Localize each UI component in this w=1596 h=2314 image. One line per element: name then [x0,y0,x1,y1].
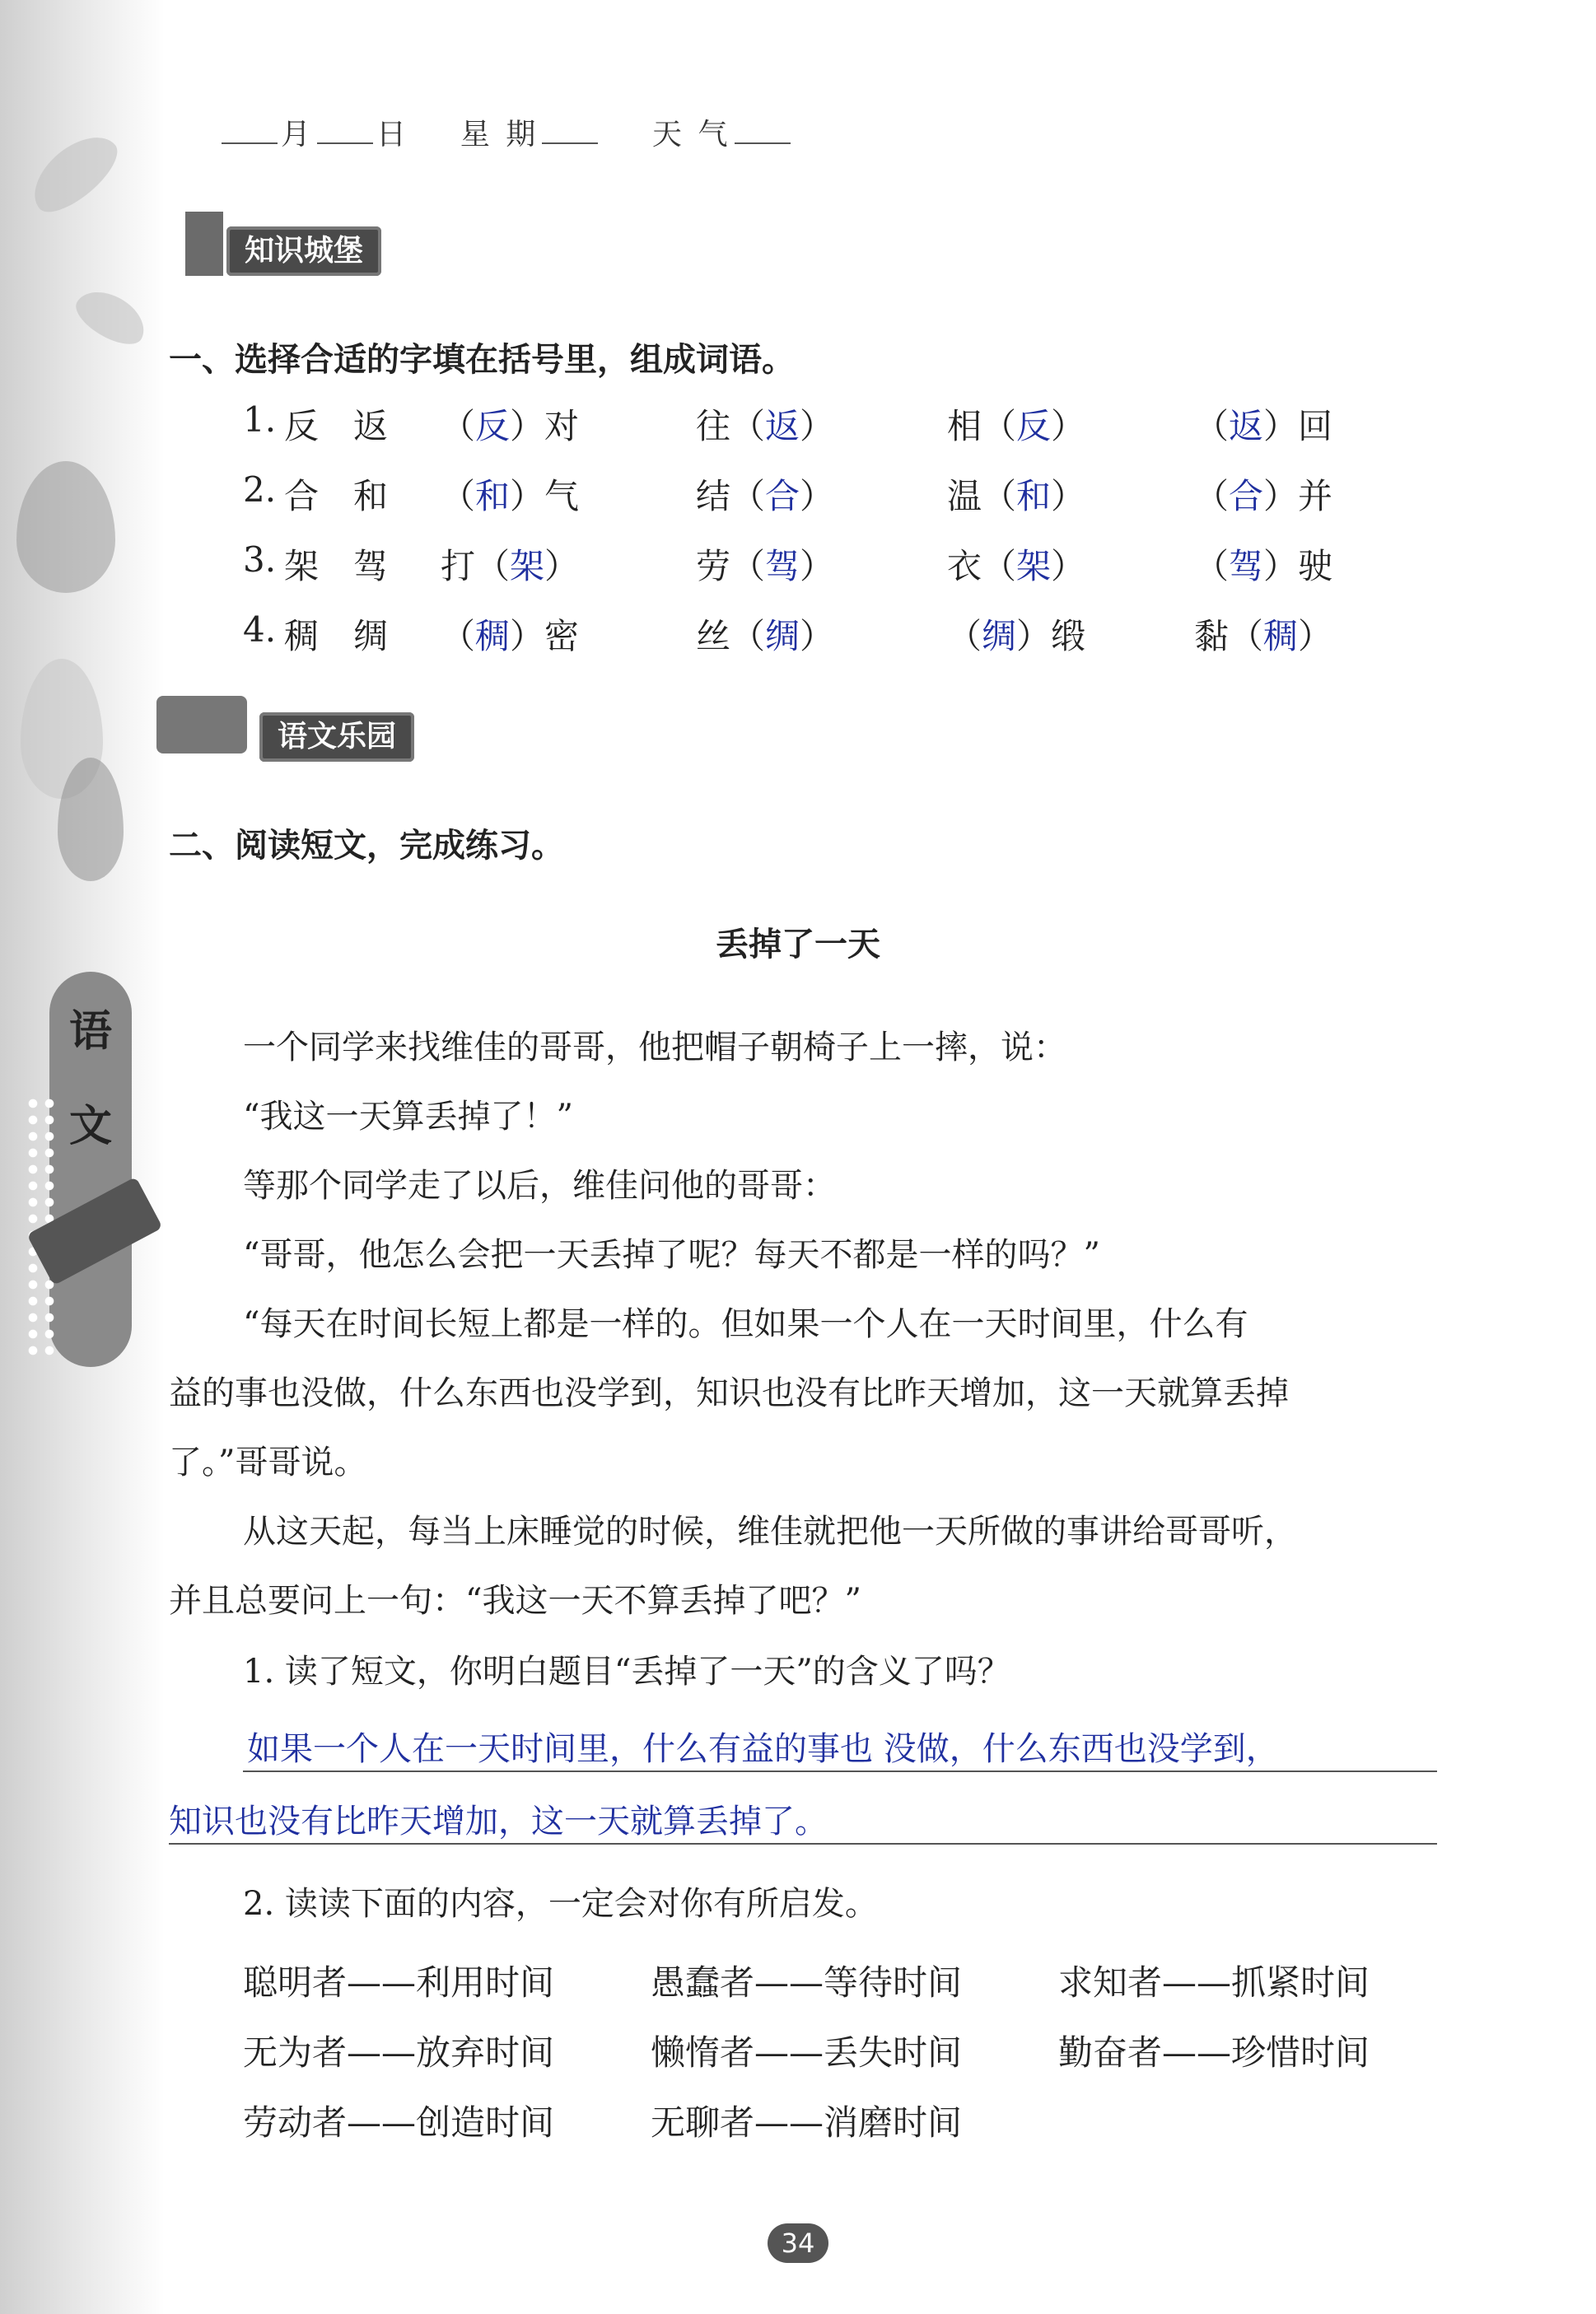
answer: 合 [765,476,800,516]
castle-icon [185,212,223,276]
row-number: 2. [243,469,277,510]
answer: 反 [1016,406,1052,446]
page-number: 34 [768,2223,828,2263]
weekday-label: 星 期 [460,118,539,152]
answer: 返 [765,406,800,446]
section-banner-knowledge [226,226,381,276]
answer-rule [243,1770,1437,1772]
answer: 稠 [1263,616,1299,656]
exercise-row [243,399,1396,449]
fill-item: 结（合） [696,476,835,516]
passage-paragraph: “哥哥，他怎么会把一天丢掉了呢？每天不都是一样的吗？” [243,1236,1100,1274]
weather-label: 天 气 [652,118,731,152]
answer: 架 [510,546,545,586]
row-number: 4. [243,609,277,650]
passage-paragraph: 一个同学来找维佳的哥哥，他把帽子朝椅子上一摔，说： [243,1029,1066,1066]
fill-item: （和）气 [441,476,580,516]
day-label: 日 [376,118,410,152]
fill-item: 温（和） [947,476,1086,516]
answer-line-1: 如果一个人在一天时间里，什么有益的事也 没做，什么东西也没学到， [247,1730,1279,1768]
subject-char-wen: 文 [68,1102,112,1151]
answer: 驾 [1229,546,1264,586]
date-line [218,111,794,153]
answer-rule [169,1843,1437,1845]
row-number: 1. [243,399,277,440]
quote-item: 懒惰者——丢失时间 [651,2032,963,2073]
answer: 绸 [765,616,800,656]
answer: 和 [1016,476,1052,516]
section1-heading: 一、选择合适的字填在括号里，组成词语。 [169,341,795,379]
answer: 和 [475,476,511,516]
exercise-row [243,469,1396,519]
fill-item: （绸）缎 [947,616,1086,656]
section2-heading: 二、阅读短文，完成练习。 [169,827,564,865]
quote-item: 愚蠢者——等待时间 [651,1962,963,2003]
subject-char-yu: 语 [68,1007,112,1057]
exercise-row [243,539,1396,589]
answer: 架 [1016,546,1052,586]
row-chars: 反 返 [284,406,389,446]
answer: 反 [475,406,511,446]
quote-item: 无聊者——消磨时间 [651,2102,963,2143]
quote-item: 聪明者——利用时间 [243,1962,555,2003]
answer: 驾 [765,546,800,586]
answer: 绸 [982,616,1017,656]
fill-item: 打（架） [441,546,580,586]
fill-item: （返）回 [1194,406,1333,446]
fill-item: 劳（驾） [696,546,835,586]
banner-label: 知识城堡 [245,234,364,268]
passage-title: 丢掉了一天 [716,926,880,963]
fill-item: （驾）驶 [1194,546,1333,586]
fill-item: 衣（架） [947,546,1086,586]
passage-paragraph: 从这天起，每当上床睡觉的时候，维佳就把他一天所做的事讲给哥哥听， [243,1513,1297,1551]
fill-item: （稠）密 [441,616,580,656]
quote-item: 求知者——抓紧时间 [1058,1962,1370,2003]
fill-item: 往（返） [696,406,835,446]
fill-item: （合）并 [1194,476,1333,516]
row-chars: 稠 绸 [284,616,389,656]
passage-paragraph: 益的事也没做，什么东西也没学到，知识也没有比昨天增加，这一天就算丢掉 [169,1374,1289,1412]
fill-item: 黏（稠） [1194,616,1333,656]
passage-paragraph: 了。”哥哥说。 [169,1444,367,1481]
fill-item: （反）对 [441,406,580,446]
row-chars: 架 驾 [284,546,389,586]
passage-paragraph: 等那个同学走了以后，维佳问他的哥哥： [243,1167,836,1205]
answer-line-2: 知识也没有比昨天增加，这一天就算丢掉了。 [169,1803,828,1840]
exercise-row [243,609,1396,659]
passage-paragraph: “我这一天算丢掉了！” [243,1098,573,1136]
quote-item: 无为者——放弃时间 [243,2032,555,2073]
answer: 稠 [475,616,511,656]
day-blank [317,142,373,144]
passage-paragraph: 并且总要问上一句：“我这一天不算丢掉了吧？” [169,1582,861,1620]
answer: 合 [1229,476,1264,516]
row-chars: 合 和 [284,476,389,516]
month-blank [222,142,278,144]
question-1: 1. 读了短文，你明白题目“丢掉了一天”的含义了吗？ [243,1653,1010,1691]
fill-item: 相（反） [947,406,1086,446]
weather-blank [735,142,791,144]
row-number: 3. [243,539,277,580]
book-icon [156,696,247,753]
answer: 返 [1229,406,1264,446]
section-banner-chinese-park [259,712,414,762]
quote-item: 劳动者——创造时间 [243,2102,555,2143]
month-label: 月 [281,118,315,152]
weekday-blank [542,142,598,144]
banner-label: 语文乐园 [278,720,397,753]
question-2: 2. 读读下面的内容，一定会对你有所启发。 [243,1885,878,1923]
fill-item: 丝（绸） [696,616,835,656]
passage-paragraph: “每天在时间长短上都是一样的。但如果一个人在一天时间里，什么有 [243,1305,1248,1343]
quote-item: 勤奋者——珍惜时间 [1058,2032,1370,2073]
